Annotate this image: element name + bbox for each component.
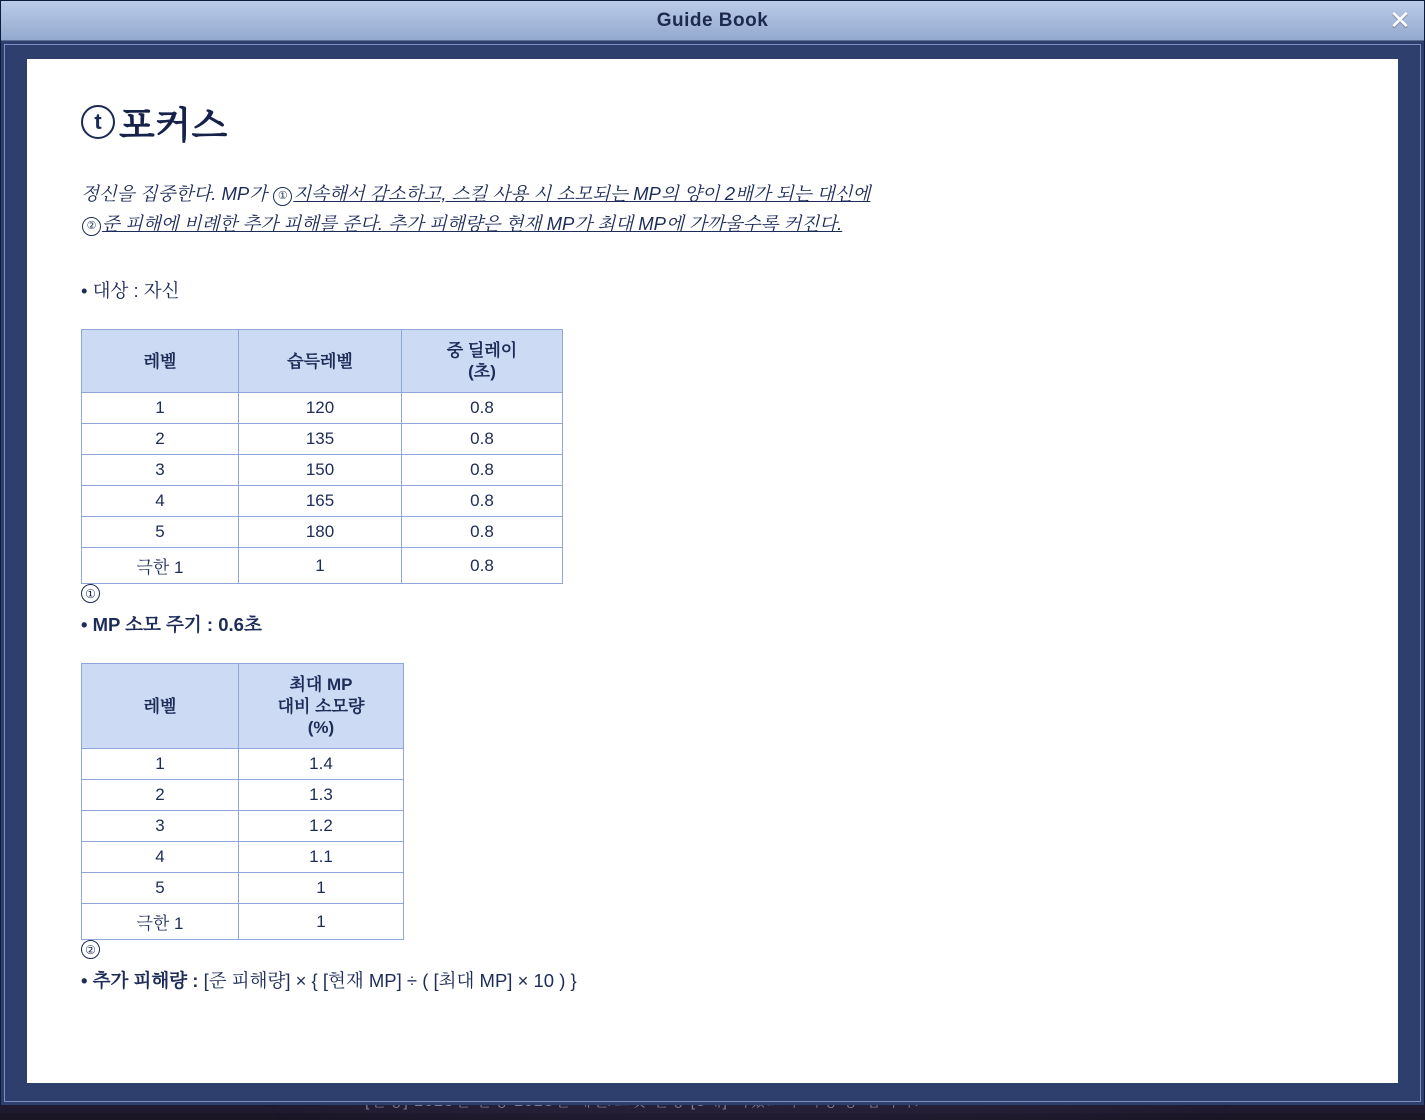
cell-acquire: 150 <box>239 455 402 486</box>
cell-consume: 1.3 <box>239 780 404 811</box>
cell-consume: 1 <box>239 873 404 904</box>
table-row <box>82 424 563 455</box>
col-delay-line2: (초) <box>468 362 496 382</box>
table-row <box>82 393 563 424</box>
window-body <box>1 41 1424 1105</box>
cell-delay: 0.8 <box>402 548 563 584</box>
col-delay-line1: 중 딜레이 <box>446 340 518 360</box>
col-mp-consume-line3: (%) <box>307 717 335 737</box>
marker-1-icon: ① <box>81 584 100 603</box>
skill-target-line: • 대상 : 자신 <box>81 279 180 301</box>
mp-consume-value: 0.6초 <box>218 614 262 636</box>
cell-delay: 0.8 <box>402 393 563 424</box>
table-row <box>82 486 563 517</box>
cell-level: 극한 1 <box>82 548 239 584</box>
table-row <box>82 811 404 842</box>
mp-consume-cycle-line <box>81 611 1354 637</box>
col-level: 레벨 <box>82 329 239 393</box>
window-titlebar[interactable] <box>1 1 1424 41</box>
extra-damage-formula: [준 피해량] × { [현재 MP] ÷ ( [최대 MP] × 10 ) } <box>203 970 577 992</box>
extra-damage-line <box>81 967 1354 993</box>
table-row <box>82 548 563 584</box>
cell-delay: 0.8 <box>402 455 563 486</box>
description-part2: 지속해서 감소하고, 스킬 사용 시 소모되는 MP의 양이 2배가 되는 대신에 <box>293 183 871 204</box>
table-row <box>82 455 563 486</box>
col-level: 레벨 <box>82 664 239 749</box>
cell-level: 1 <box>82 749 239 780</box>
skill-heading <box>81 95 1354 149</box>
table-row <box>82 842 404 873</box>
window-title: Guide Book <box>656 9 769 31</box>
mp-consume-label: • MP 소모 주기 : <box>81 614 219 636</box>
table-header-row <box>82 664 404 749</box>
cell-level: 2 <box>82 424 239 455</box>
cell-level: 극한 1 <box>82 904 239 940</box>
cell-level: 3 <box>82 455 239 486</box>
guide-page <box>27 59 1398 1083</box>
cell-acquire: 180 <box>239 517 402 548</box>
description-part1: 정신을 집중한다. MP가 <box>81 183 273 204</box>
marker-2-inline: ② <box>82 217 101 236</box>
cell-consume: 1.4 <box>239 749 404 780</box>
skill-name: 포커스 <box>119 105 228 146</box>
marker-1-inline: ① <box>273 187 292 206</box>
col-delay <box>402 329 563 393</box>
table-row <box>82 904 404 940</box>
cell-delay: 0.8 <box>402 517 563 548</box>
cell-level: 4 <box>82 486 239 517</box>
mp-consume-table <box>81 663 404 940</box>
cell-acquire: 135 <box>239 424 402 455</box>
skill-key-badge: t <box>81 105 115 139</box>
close-icon[interactable]: ✕ <box>1389 5 1411 35</box>
cell-level: 3 <box>82 811 239 842</box>
cell-acquire: 1 <box>239 548 402 584</box>
table-header-row <box>82 329 563 393</box>
table-row <box>82 873 404 904</box>
skill-description <box>81 179 1091 239</box>
marker-2-icon: ② <box>81 940 100 959</box>
cell-level: 4 <box>82 842 239 873</box>
cell-level: 5 <box>82 873 239 904</box>
note-2-marker <box>81 940 1354 959</box>
cell-level: 1 <box>82 393 239 424</box>
cell-acquire: 165 <box>239 486 402 517</box>
cell-level: 2 <box>82 780 239 811</box>
cell-consume: 1.1 <box>239 842 404 873</box>
cell-consume: 1 <box>239 904 404 940</box>
cell-delay: 0.8 <box>402 486 563 517</box>
level-table <box>81 329 563 585</box>
table-row <box>82 749 404 780</box>
cell-consume: 1.2 <box>239 811 404 842</box>
col-mp-consume-line2: 대비 소모량 <box>277 696 365 716</box>
table-row <box>82 780 404 811</box>
cell-acquire: 120 <box>239 393 402 424</box>
cell-delay: 0.8 <box>402 424 563 455</box>
description-part3: 준 피해에 비례한 추가 피해를 준다. 추가 피해량은 현재 MP가 최대 MP에 가까울수록 커진다. <box>102 212 843 234</box>
note-1-marker <box>81 584 1354 603</box>
extra-damage-label: • 추가 피해량 : <box>81 970 204 992</box>
cell-level: 5 <box>82 517 239 548</box>
col-mp-consume-line1: 최대 MP <box>289 675 353 695</box>
table-row <box>82 517 563 548</box>
col-acquire-level: 습득레벨 <box>239 329 402 393</box>
col-mp-consume <box>239 664 404 749</box>
